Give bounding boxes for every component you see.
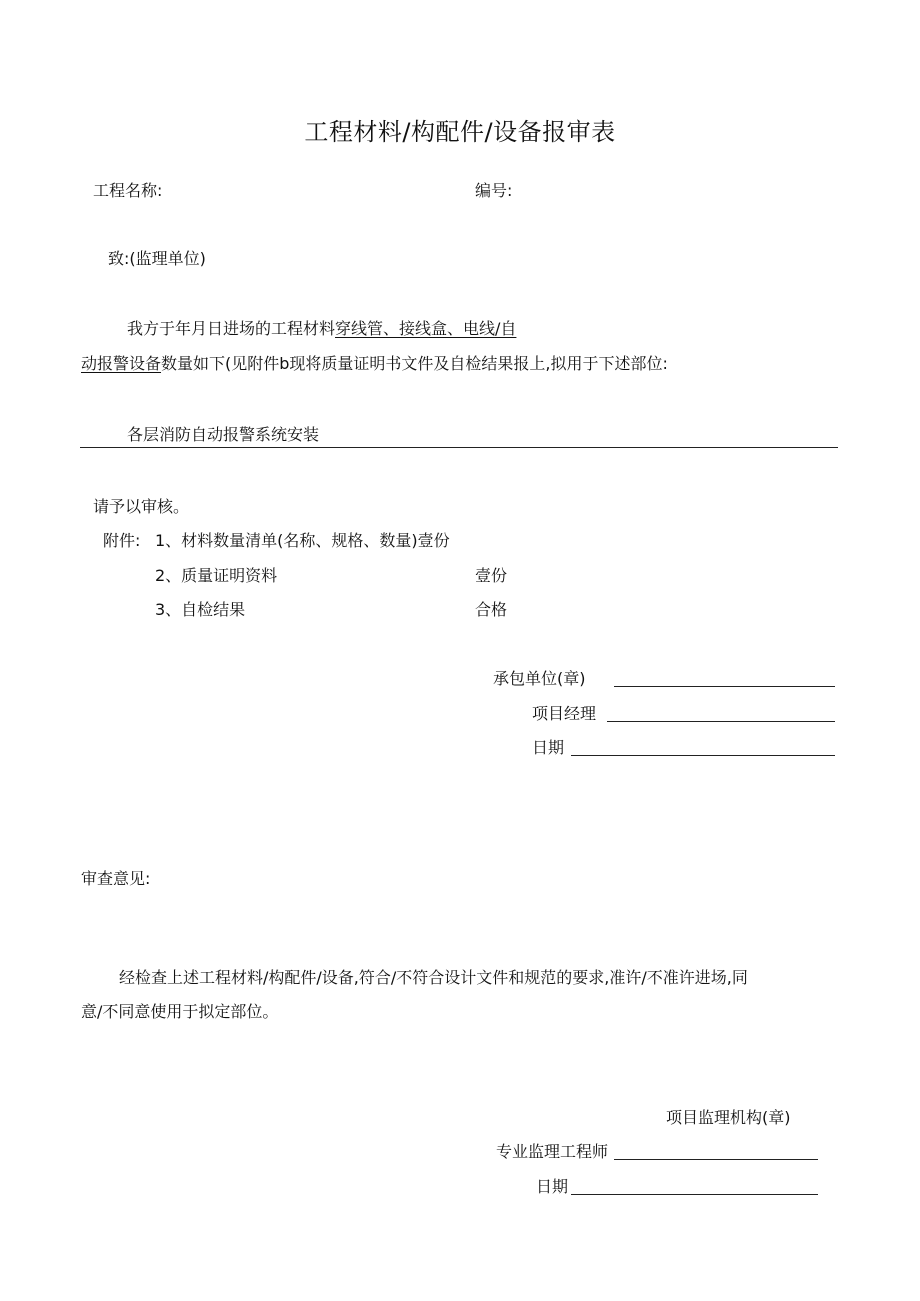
project-name-label: 工程名称: bbox=[93, 181, 163, 200]
body-line-2-rest: 数量如下(见附件b现将质量证明书文件及自检结果报上,拟用于下述部位: bbox=[161, 354, 668, 373]
body-line-2 bbox=[81, 356, 668, 372]
materials-underlined-2: 动报警设备 bbox=[81, 354, 162, 373]
install-location: 各层消防自动报警系统安装 bbox=[127, 425, 320, 444]
location-rule bbox=[80, 447, 838, 448]
attachment-item-2: 2、质量证明资料 bbox=[155, 566, 278, 585]
recipient-line: 致:(监理单位) bbox=[108, 249, 206, 268]
contractor-unit-label: 承包单位(章) bbox=[493, 669, 586, 688]
review-text-line-1: 经检查上述工程材料/构配件/设备,符合/不符合设计文件和规范的要求,准许/不准许进场,同 bbox=[119, 968, 748, 987]
body-line-1 bbox=[127, 321, 516, 337]
body-line-1-prefix: 我方于年月日进场的工程材料 bbox=[127, 319, 336, 338]
supervisor-date-label: 日期 bbox=[536, 1177, 569, 1196]
attachment-item-2-qty: 壹份 bbox=[475, 566, 508, 585]
review-text-line-2: 意/不同意使用于拟定部位。 bbox=[81, 1002, 279, 1021]
contractor-date-line[interactable] bbox=[571, 755, 835, 756]
attachment-item-3: 3、自检结果 bbox=[155, 600, 246, 619]
review-opinion-label: 审查意见: bbox=[81, 869, 151, 888]
number-label: 编号: bbox=[475, 181, 513, 200]
contractor-date-label: 日期 bbox=[532, 738, 565, 757]
project-manager-label: 项目经理 bbox=[532, 704, 597, 723]
attachment-item-3-qty: 合格 bbox=[475, 600, 508, 619]
supervisor-date-line[interactable] bbox=[571, 1194, 818, 1195]
supervision-org-label: 项目监理机构(章) bbox=[666, 1108, 791, 1127]
supervising-engineer-signature-line[interactable] bbox=[614, 1159, 818, 1160]
form-title: 工程材料/构配件/设备报审表 bbox=[304, 118, 616, 146]
attachment-item-1: 1、材料数量清单(名称、规格、数量)壹份 bbox=[155, 531, 450, 550]
attachments-label: 附件: bbox=[103, 531, 141, 550]
materials-underlined-1: 穿线管、接线盒、电线/自 bbox=[335, 319, 517, 338]
review-request: 请予以审核。 bbox=[93, 497, 190, 516]
contractor-unit-signature-line[interactable] bbox=[614, 686, 835, 687]
supervising-engineer-label: 专业监理工程师 bbox=[496, 1142, 609, 1161]
project-manager-signature-line[interactable] bbox=[607, 721, 835, 722]
